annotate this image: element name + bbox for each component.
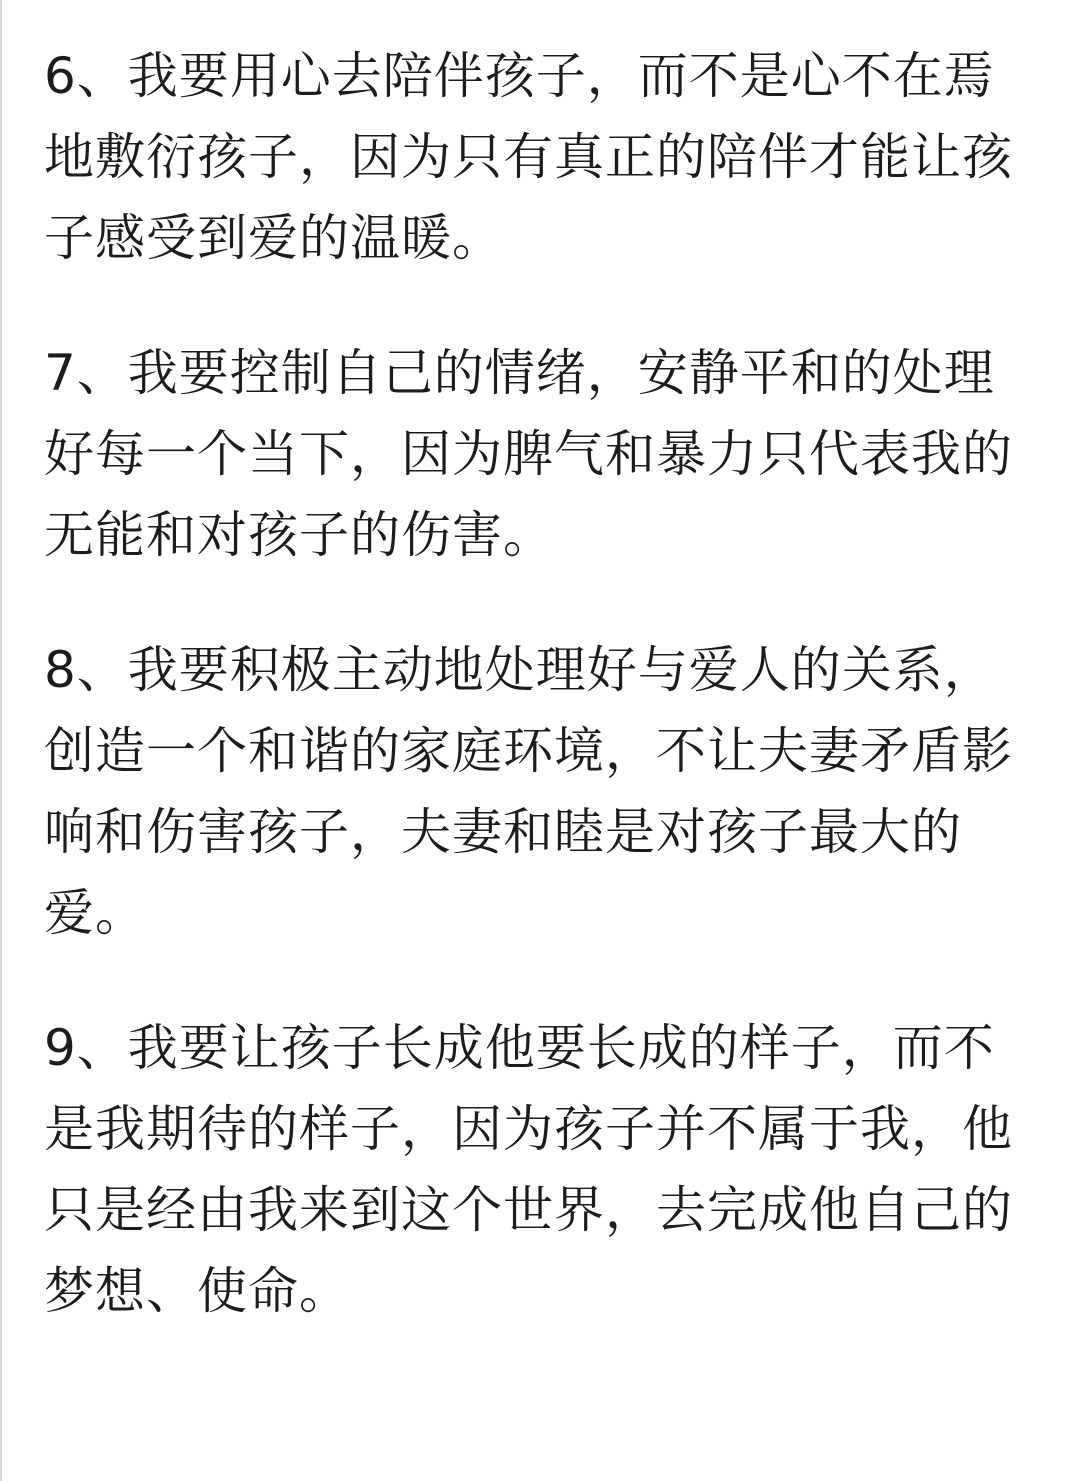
paragraph-line: 6、我要用心去陪伴孩子，而不是心不在焉 [44,47,995,105]
paragraph-8 [44,630,1044,954]
paragraph-line: 爱。 [44,884,146,942]
paragraph-line: 9、我要让孩子长成他要长成的样子，而不 [44,1019,995,1077]
paragraph-6 [44,36,1044,279]
paragraph-line: 创造一个和谐的家庭环境，不让夫妻矛盾影 [44,722,1013,780]
paragraph-line: 只是经由我来到这个世界，去完成他自己的 [44,1181,1013,1239]
paragraph-line: 无能和对孩子的伤害。 [44,506,554,564]
paragraph-line: 7、我要控制自己的情绪，安静平和的处理 [44,344,995,402]
paragraph-line: 好每一个当下，因为脾气和暴力只代表我的 [44,425,1013,483]
paragraph-9 [44,1008,1044,1332]
paragraph-line: 是我期待的样子，因为孩子并不属于我，他 [44,1100,1013,1158]
page-left-border [0,0,2,1481]
paragraph-line: 梦想、使命。 [44,1262,350,1320]
paragraph-line: 响和伤害孩子，夫妻和睦是对孩子最大的 [44,803,962,861]
article-content [44,36,1044,1386]
paragraph-line: 地敷衍孩子，因为只有真正的陪伴才能让孩 [44,128,1013,186]
paragraph-7 [44,333,1044,576]
paragraph-line: 8、我要积极主动地处理好与爱人的关系， [44,641,995,699]
paragraph-line: 子感受到爱的温暖。 [44,209,503,267]
